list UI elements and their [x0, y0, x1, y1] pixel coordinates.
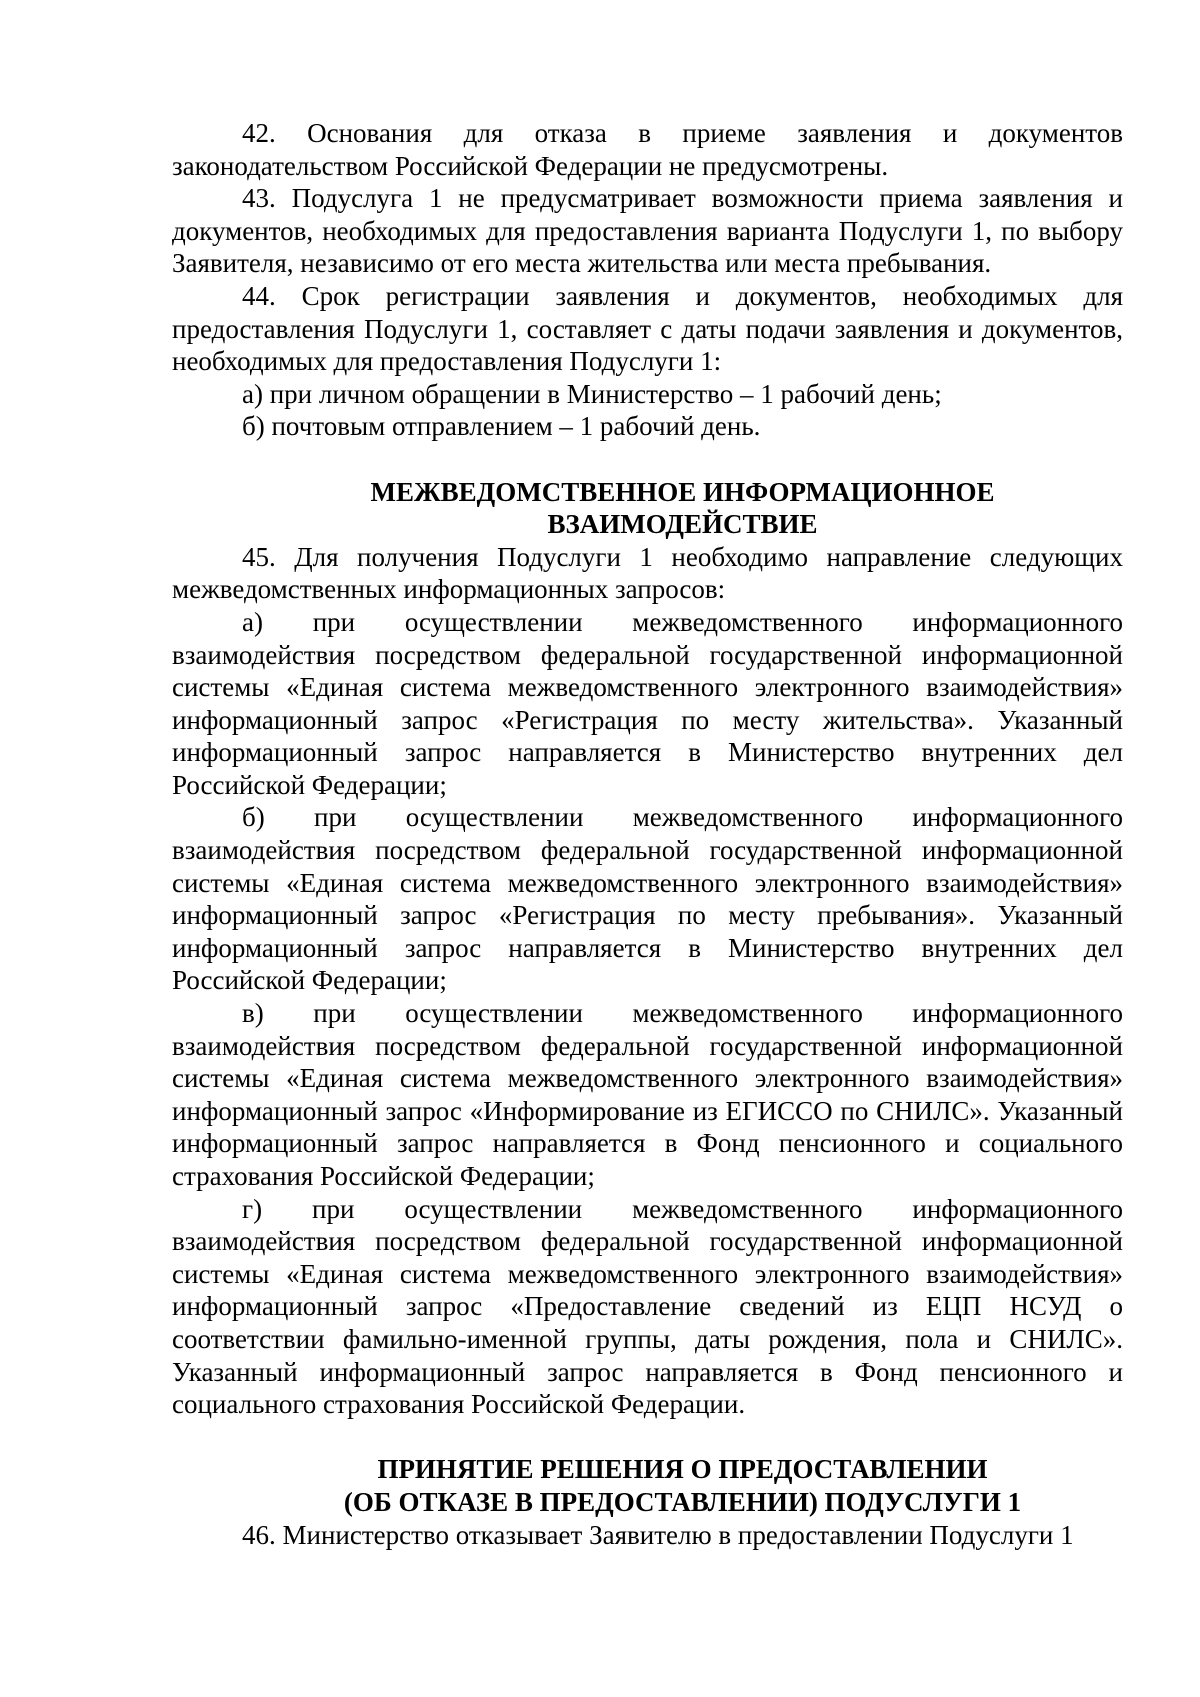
paragraph-45-item-a: а) при осуществлении межведомственного информационного взаимодействия посредством федеральной государственной информационной системы «Единая система межведомственного электронного взаимодействия» информационный запрос «Регистрация по месту жительства». Указанный информационный запрос направляется в Министерство внутренних дел Российской Федерации;: [172, 606, 1123, 800]
section-heading-line: (ОБ ОТКАЗЕ В ПРЕДОСТАВЛЕНИИ) ПОДУСЛУГИ 1: [343, 1486, 1022, 1517]
section-heading-decision: [172, 1453, 1123, 1518]
document-body: [172, 117, 1123, 1551]
section-spacer: [172, 1421, 1123, 1454]
paragraph-43: 43. Подуслуга 1 не предусматривает возможности приема заявления и документов, необходимых для предоставления варианта Подуслуги 1, по выбору Заявителя, независимо от его места жительства или места пребывания.: [172, 183, 1123, 279]
paragraph-42: 42. Основания для отказа в приеме заявления и документов законодательством Российской Федерации не предусмотрены.: [172, 118, 1123, 181]
paragraph-45: 45. Для получения Подуслуги 1 необходимо направление следующих межведомственных информационных запросов:: [172, 541, 1123, 605]
paragraph-46: 46. Министерство отказывает Заявителю в предоставлении Подуслуги 1: [242, 1519, 1074, 1550]
section-heading-line: ПРИНЯТИЕ РЕШЕНИЯ О ПРЕДОСТАВЛЕНИИ: [377, 1454, 988, 1485]
paragraph-45-item-g: г) при осуществлении межведомственного информационного взаимодействия посредством федеральной государственной информационной системы «Единая система межведомственного электронного взаимодействия» информационный запрос «Предоставление сведений из ЕЦП НСУД о соответствии фамильно-именной группы, даты рождения, пола и СНИЛС». Указанный информационный запрос направляется в Фонд пенсионного и социального страхования Российской Федерации.: [172, 1193, 1123, 1420]
section-heading-line: МЕЖВЕДОМСТВЕННОЕ ИНФОРМАЦИОННОЕ: [370, 476, 995, 507]
paragraph-45-item-b: б) при осуществлении межведомственного информационного взаимодействия посредством федеральной государственной информационной системы «Единая система межведомственного электронного взаимодействия» информационный запрос «Регистрация по месту пребывания». Указанный информационный запрос направляется в Министерство внутренних дел Российской Федерации;: [172, 802, 1123, 996]
paragraph-44-item-a: а) при личном обращении в Министерство – 1 рабочий день;: [242, 378, 942, 409]
paragraph-44: 44. Срок регистрации заявления и документов, необходимых для предоставления Подуслуги 1, составляет с даты подачи заявления и документов, необходимых для предоставления Подуслуги 1:: [172, 280, 1123, 377]
section-heading-interagency: [172, 476, 1123, 541]
section-heading-line: ВЗАИМОДЕЙСТВИЕ: [547, 509, 818, 540]
paragraph-45-item-v: в) при осуществлении межведомственного информационного взаимодействия посредством федеральной государственной информационной системы «Единая система межведомственного электронного взаимодействия» информационный запрос «Информирование из ЕГИССО по СНИЛС». Указанный информационный запрос направляется в Фонд пенсионного и социального страхования Российской Федерации;: [172, 998, 1123, 1191]
section-spacer: [172, 443, 1123, 476]
paragraph-44-item-b: б) почтовым отправлением – 1 рабочий день.: [242, 411, 761, 442]
